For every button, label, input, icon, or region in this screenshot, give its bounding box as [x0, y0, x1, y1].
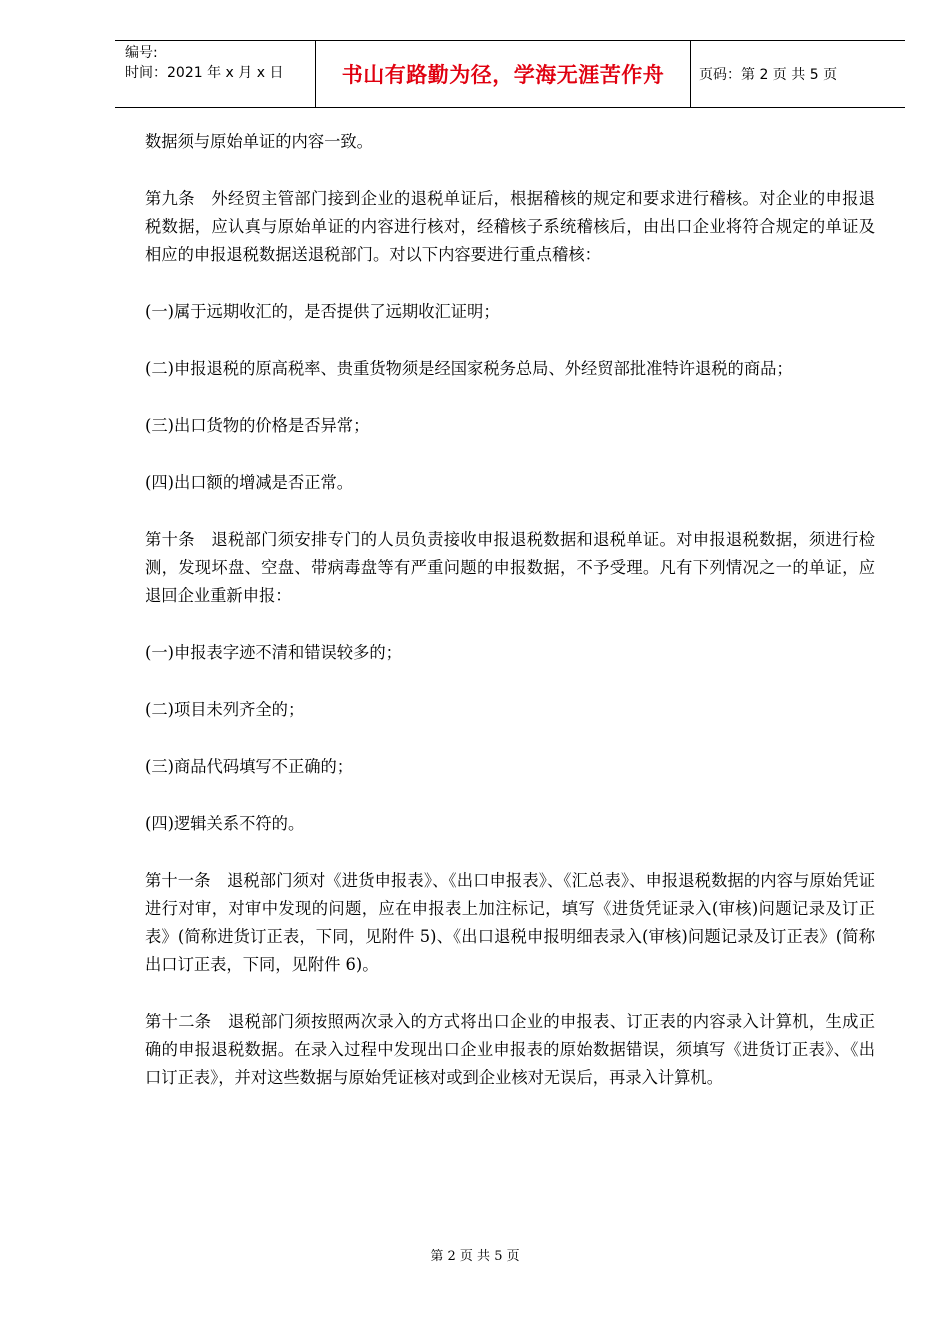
article-10-item-2: (二)项目未列齐全的；: [145, 700, 305, 719]
article-12-paragraph: 第十二条 退税部门须按照两次录入的方式将出口企业的申报表、订正表的内容录入计算机，生成正确的申报退税数据。在录入过程中发现出口企业申报表的原始数据错误，须填写《进货订正表》、《出口订正表》，并对这些数据与原始凭证核对或到企业核对无误后，再录入计算机。: [145, 1012, 875, 1087]
body-paragraph: 数据须与原始单证的内容一致。: [145, 132, 373, 151]
article-11-paragraph: 第十一条 退税部门须对《进货申报表》、《出口申报表》、《汇总表》、申报退税数据的内容与原始凭证进行对审，对审中发现的问题，应在申报表上加注标记，填写《进货凭证录入(审核)问题记录及订正表》(简称进货订正表，下同，见附件 5)、《出口退税申报明细表录入(审核)问题记录及订正表》(简称出口订正表，下同，见附件 6)。: [145, 871, 875, 974]
document-date-label: 时间：2021 年 x 月 x 日: [125, 65, 284, 81]
article-10-paragraph: 第十条 退税部门须安排专门的人员负责接收申报退税数据和退税单证。对申报退税数据，须进行检测，发现坏盘、空盘、带病毒盘等有严重问题的申报数据，不予受理。凡有下列情况之一的单证，应退回企业重新申报：: [145, 530, 875, 605]
article-9-item-2: (二)申报退税的原高税率、贵重货物须是经国家税务总局、外经贸部批准特许退税的商品；: [145, 359, 793, 378]
page-header: [115, 40, 905, 108]
page-footer: [0, 1245, 950, 1264]
article-9-item-4: (四)出口额的增减是否正常。: [145, 473, 354, 492]
header-motto-cell: [315, 41, 691, 107]
document-number-label: 编号:: [125, 45, 158, 61]
article-10-item-3: (三)商品代码填写不正确的；: [145, 757, 354, 776]
header-page-label: 页码：第 2 页 共 5 页: [699, 67, 838, 83]
header-page-cell: [691, 41, 905, 107]
article-9-item-1: (一)属于远期收汇的，是否提供了远期收汇证明；: [145, 302, 500, 321]
header-info-cell: [115, 41, 315, 107]
header-motto: 书山有路勤为径，学海无涯苦作舟: [341, 63, 665, 87]
footer-page-number: 第 2 页 共 5 页: [430, 1249, 520, 1264]
article-9-paragraph: 第九条 外经贸主管部门接到企业的退税单证后，根据稽核的规定和要求进行稽核。对企业的申报退税数据，应认真与原始单证的内容进行核对，经稽核子系统稽核后，由出口企业将符合规定的单证及相应的申报退税数据送退税部门。对以下内容要进行重点稽核：: [145, 189, 875, 264]
article-10-item-4: (四)逻辑关系不符的。: [145, 814, 305, 833]
article-9-item-3: (三)出口货物的价格是否异常；: [145, 416, 370, 435]
article-10-item-1: (一)申报表字迹不清和错误较多的；: [145, 643, 402, 662]
document-body: [145, 128, 875, 1121]
